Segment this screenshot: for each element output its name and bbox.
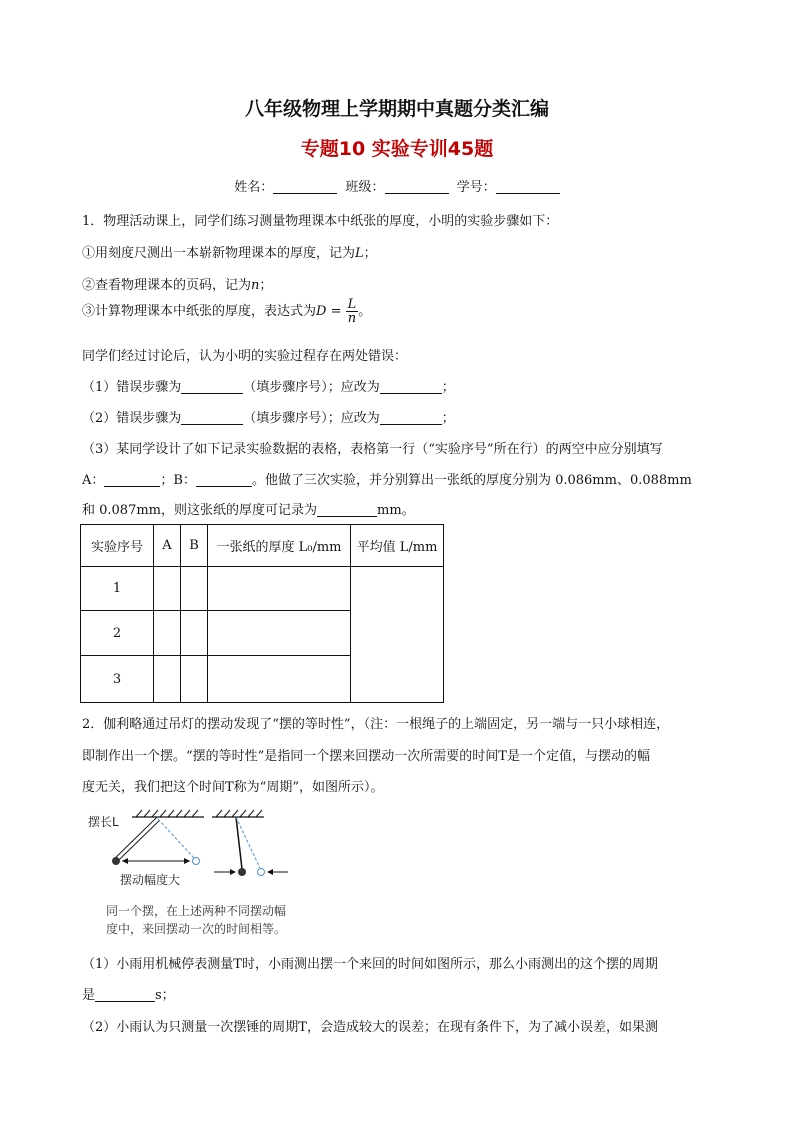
q1-part2 xyxy=(82,407,455,426)
q1-part3-line2 xyxy=(82,469,692,488)
q2-part1-line2 xyxy=(82,984,175,1003)
amplitude-arrow-left-head xyxy=(122,858,128,864)
q1-p1-mid: （填步骤序号）；应改为 xyxy=(243,380,380,395)
q1-step3-eq: = xyxy=(326,304,346,319)
q1-p2-blank2[interactable] xyxy=(380,411,442,425)
left-pendulum-rod-inner xyxy=(117,819,158,859)
table-cell[interactable] xyxy=(154,656,181,703)
q1-p1-end: ； xyxy=(441,380,455,395)
table-cell[interactable] xyxy=(154,567,181,611)
q2-line2: 即制作出一个摆。“摆的等时性”是指同一个摆来回摆动一次所需要的时间T是一个定值，与摆动的幅 xyxy=(82,749,650,764)
q2-p1-line2-end: s； xyxy=(155,988,175,1003)
name-label: 姓名： xyxy=(234,180,274,195)
q1-intro: 1．物理活动课上，同学们练习测量物理课本中纸张的厚度，小明的实验步骤如下： xyxy=(82,214,559,229)
right-arrow-right-head xyxy=(267,869,273,875)
q1-step2 xyxy=(82,274,272,293)
table-header-cell: 一张纸的厚度 L₀/mm xyxy=(208,525,351,567)
q1-discuss: 同学们经过讨论后，认为小明的实验过程存在两处错误： xyxy=(82,349,408,364)
q1-step1-end: ； xyxy=(363,246,377,261)
amplitude-arrow-right-head xyxy=(184,858,190,864)
q1-part3-line1: （3）某同学设计了如下记录实验数据的表格，表格第一行（“实验序号”所在行）的两空中应分别填写 xyxy=(82,442,663,457)
q1-step3-D: D xyxy=(316,304,327,319)
page-title: 八年级物理上学期期中真题分类汇编 xyxy=(244,98,549,120)
table-header-cell: A xyxy=(154,525,181,567)
q2-part1-line1: （1）小雨用机械停表测量T时，小雨测出摆一个来回的时间如图所示，那么小雨测出的这个摆的周期 xyxy=(82,957,658,972)
table-header-cell: 实验序号 xyxy=(81,525,154,567)
left-pendulum-swing-path xyxy=(158,819,195,859)
left-pendulum-bob xyxy=(112,857,120,865)
page-subtitle: 专题10 实验专训45题 xyxy=(300,138,494,160)
q1-p3-a-blank[interactable] xyxy=(104,473,160,487)
q1-step1-var: L xyxy=(355,246,364,261)
id-blank[interactable] xyxy=(496,179,560,194)
q1-p3-thickness-blank[interactable] xyxy=(317,503,377,517)
q1-p2-end: ； xyxy=(441,411,455,426)
table-cell[interactable] xyxy=(208,656,351,703)
data-table xyxy=(80,524,444,703)
q1-step3-text: ③计算物理课本中纸张的厚度，表达式为 xyxy=(82,304,317,319)
pendulum-figure xyxy=(80,805,340,945)
left-ceiling-hatch xyxy=(136,810,198,817)
q1-step1 xyxy=(82,242,377,261)
table-cell[interactable] xyxy=(181,611,208,656)
amplitude-label: 摆动幅度大 xyxy=(120,873,181,887)
class-label: 班级： xyxy=(345,180,385,195)
q1-step1-text: ①用刻度尺测出一本崭新物理课本的厚度，记为 xyxy=(82,246,356,261)
table-header-row xyxy=(81,525,444,567)
right-ceiling-hatch xyxy=(216,810,262,817)
right-pendulum-ghost-bob xyxy=(258,869,265,876)
q1-p1-blank1[interactable] xyxy=(181,380,243,394)
table-cell-average[interactable] xyxy=(351,567,444,703)
q1-p3-a-label: A： xyxy=(82,473,105,488)
q1-p2-blank1[interactable] xyxy=(181,411,243,425)
q1-p1-text: （1）错误步骤为 xyxy=(82,380,182,395)
left-pendulum-ghost-bob xyxy=(193,858,200,865)
class-blank[interactable] xyxy=(385,179,449,194)
right-pendulum-bob xyxy=(238,868,246,876)
table-cell[interactable] xyxy=(181,567,208,611)
table-cell[interactable] xyxy=(208,611,351,656)
q1-step2-end: ； xyxy=(259,278,273,293)
q1-p3-after: 。他做了三次实验，并分别算出一张纸的厚度分别为 0.086mm、0.088mm xyxy=(251,473,692,488)
q1-fraction xyxy=(346,298,359,325)
table-cell[interactable] xyxy=(208,567,351,611)
name-blank[interactable] xyxy=(273,179,337,194)
id-label: 学号： xyxy=(456,180,496,195)
table-header-cell: B xyxy=(181,525,208,567)
q1-step3-end: 。 xyxy=(358,304,372,319)
q1-p1-blank2[interactable] xyxy=(380,380,442,394)
q1-p2-mid: （填步骤序号）；应改为 xyxy=(243,411,380,426)
q2-p1-line2-text: 是 xyxy=(82,988,96,1003)
right-pendulum-string xyxy=(236,817,242,869)
fraction-denominator: n xyxy=(347,311,357,326)
q2-period-blank[interactable] xyxy=(95,988,155,1002)
table-cell[interactable] xyxy=(181,656,208,703)
q1-step2-var: n xyxy=(251,278,260,293)
q1-p3-b-blank[interactable] xyxy=(196,473,252,487)
right-arrow-left-head xyxy=(230,869,236,875)
q1-p2-text: （2）错误步骤为 xyxy=(82,411,182,426)
fraction-numerator: L xyxy=(347,297,357,312)
q1-p3-b-label: ；B： xyxy=(160,473,196,488)
q2-part2-line1: （2）小雨认为只测量一次摆锤的周期T，会造成较大的误差；在现有条件下，为了减小误差，如果测 xyxy=(82,1020,658,1035)
table-cell[interactable] xyxy=(154,611,181,656)
table-header-cell: 平均值 L/mm xyxy=(351,525,444,567)
student-info-row xyxy=(0,176,794,195)
q2-line1: 2．伽利略通过吊灯的摆动发现了“摆的等时性”，（注：一根绳子的上端固定，另一端与一只小球相连， xyxy=(82,717,670,732)
table-row xyxy=(81,567,444,611)
table-cell-index: 1 xyxy=(81,567,154,611)
q1-p3-line3-end: mm。 xyxy=(377,503,415,518)
q1-p3-line3-text: 和 0.087mm，则这张纸的厚度可记录为 xyxy=(82,503,318,518)
q1-step3 xyxy=(82,298,371,325)
q1-part1 xyxy=(82,376,455,395)
q1-part3-line3 xyxy=(82,499,415,518)
table-cell-index: 2 xyxy=(81,611,154,656)
q1-step2-text: ②查看物理课本的页码，记为 xyxy=(82,278,252,293)
pendulum-length-label: 摆长L xyxy=(88,815,119,829)
q2-line3: 度无关，我们把这个时间T称为“周期”，如图所示）。 xyxy=(82,780,384,795)
figure-caption-line1: 同一个摆，在上述两种不同摆动幅 xyxy=(106,904,287,918)
table-cell-index: 3 xyxy=(81,656,154,703)
figure-caption-line2: 度中，来回摆动一次的时间相等。 xyxy=(106,922,287,936)
pendulum-diagram xyxy=(80,805,340,945)
